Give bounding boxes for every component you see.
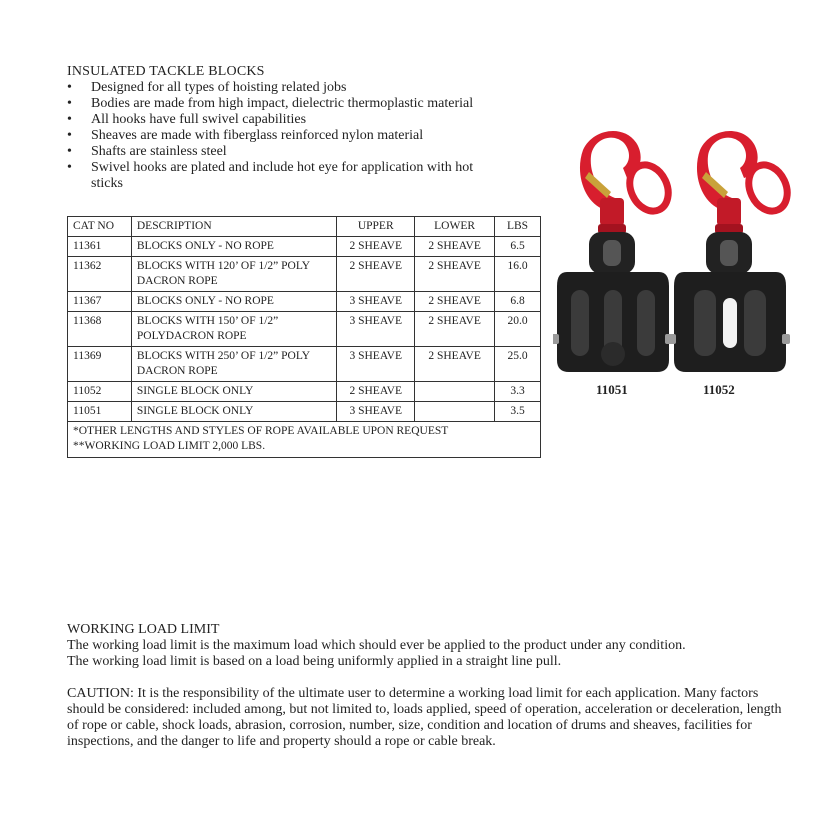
table-notes-row [68,422,541,458]
wll-definition-line-2: The working load limit is based on a load being uniformly applied in a straight line pull. [67,654,562,669]
header-upper: UPPER [337,217,415,237]
table-row [68,402,541,422]
description-cell: BLOCKS ONLY - NO ROPE [131,237,336,257]
lbs-cell: 20.0 [495,312,541,347]
upper-cell: 3 SHEAVE [337,402,415,422]
upper-cell: 2 SHEAVE [337,237,415,257]
cat-no-cell: 11368 [68,312,132,347]
feature-item: • Sheaves are made with fiberglass reinforced nylon material [67,128,424,143]
upper-cell: 2 SHEAVE [337,257,415,292]
product-label-11052: 11052 [703,382,735,397]
upper-cell: 2 SHEAVE [337,382,415,402]
section-heading: INSULATED TACKLE BLOCKS [67,64,265,79]
lower-cell: 2 SHEAVE [415,347,495,382]
lower-cell [415,382,495,402]
note-rope-lengths: *OTHER LENGTHS AND STYLES OF ROPE AVAILABLE UPON REQUEST [73,425,449,437]
header-lower: LOWER [415,217,495,237]
table-notes [68,422,541,458]
lower-cell: 2 SHEAVE [415,237,495,257]
tackle-block-2-sheave-image [668,122,793,380]
description-cell: SINGLE BLOCK ONLY [131,402,336,422]
upper-cell: 3 SHEAVE [337,292,415,312]
bullet-icon: • [67,144,72,159]
cat-no-cell: 11367 [68,292,132,312]
lbs-cell: 6.8 [495,292,541,312]
cat-no-cell: 11361 [68,237,132,257]
table-header-row [68,217,541,237]
feature-list [67,80,487,192]
upper-cell: 3 SHEAVE [337,312,415,347]
tackle-block-3-sheave-image [553,122,673,380]
cat-no-cell: 11369 [68,347,132,382]
feature-item: • Shafts are stainless steel [67,144,227,159]
lower-cell [415,402,495,422]
table-row [68,237,541,257]
cat-no-cell: 11362 [68,257,132,292]
feature-item: • Swivel hooks are plated and include hot eye for application with hot sticks [67,160,474,191]
cat-no-cell: 11052 [68,382,132,402]
feature-item: • Bodies are made from high impact, dielectric thermoplastic material [67,96,474,111]
lbs-cell: 3.5 [495,402,541,422]
table-row [68,312,541,347]
table-row [68,292,541,312]
header-description: DESCRIPTION [131,217,336,237]
feature-item: • Designed for all types of hoisting related jobs [67,80,347,95]
table-row [68,382,541,402]
lower-cell: 2 SHEAVE [415,292,495,312]
bullet-icon: • [67,96,72,111]
lbs-cell: 3.3 [495,382,541,402]
bullet-icon: • [67,80,72,95]
lbs-cell: 25.0 [495,347,541,382]
upper-cell: 3 SHEAVE [337,347,415,382]
lbs-cell: 16.0 [495,257,541,292]
bullet-icon: • [67,128,72,143]
spec-table [67,216,541,458]
product-label-11051: 11051 [596,382,628,397]
header-lbs: LBS [495,217,541,237]
table-row [68,347,541,382]
description-cell: BLOCKS WITH 150’ OF 1/2” POLYDACRON ROPE [131,312,336,347]
lower-cell: 2 SHEAVE [415,257,495,292]
cat-no-cell: 11051 [68,402,132,422]
bullet-icon: • [67,112,72,127]
lower-cell: 2 SHEAVE [415,312,495,347]
wll-definition-line-1: The working load limit is the maximum load which should ever be applied to the product under any condition. [67,638,686,653]
lbs-cell: 6.5 [495,237,541,257]
bullet-icon: • [67,160,72,175]
feature-item: • All hooks have full swivel capabilities [67,112,307,127]
working-load-limit-heading: WORKING LOAD LIMIT [67,622,220,637]
caution-paragraph: CAUTION: It is the responsibility of the ultimate user to determine a working load limit for each application. Many factors should be considered: included among, but not limited to, loads applied, speed of operation, acceleration or deceleration, length of rope or cable, shock loads, abrasion, corrosion, number, size, condition and location of drums and sheaves, facilities for inspections, and the danger to life and property should a rope or cable break. [67,686,782,749]
note-working-load: **WORKING LOAD LIMIT 2,000 LBS. [73,440,266,452]
description-cell: BLOCKS WITH 250’ OF 1/2” POLY DACRON ROPE [131,347,336,382]
description-cell: SINGLE BLOCK ONLY [131,382,336,402]
header-cat-no: CAT NO [68,217,132,237]
table-row [68,257,541,292]
description-cell: BLOCKS WITH 120’ OF 1/2” POLY DACRON ROPE [131,257,336,292]
description-cell: BLOCKS ONLY - NO ROPE [131,292,336,312]
